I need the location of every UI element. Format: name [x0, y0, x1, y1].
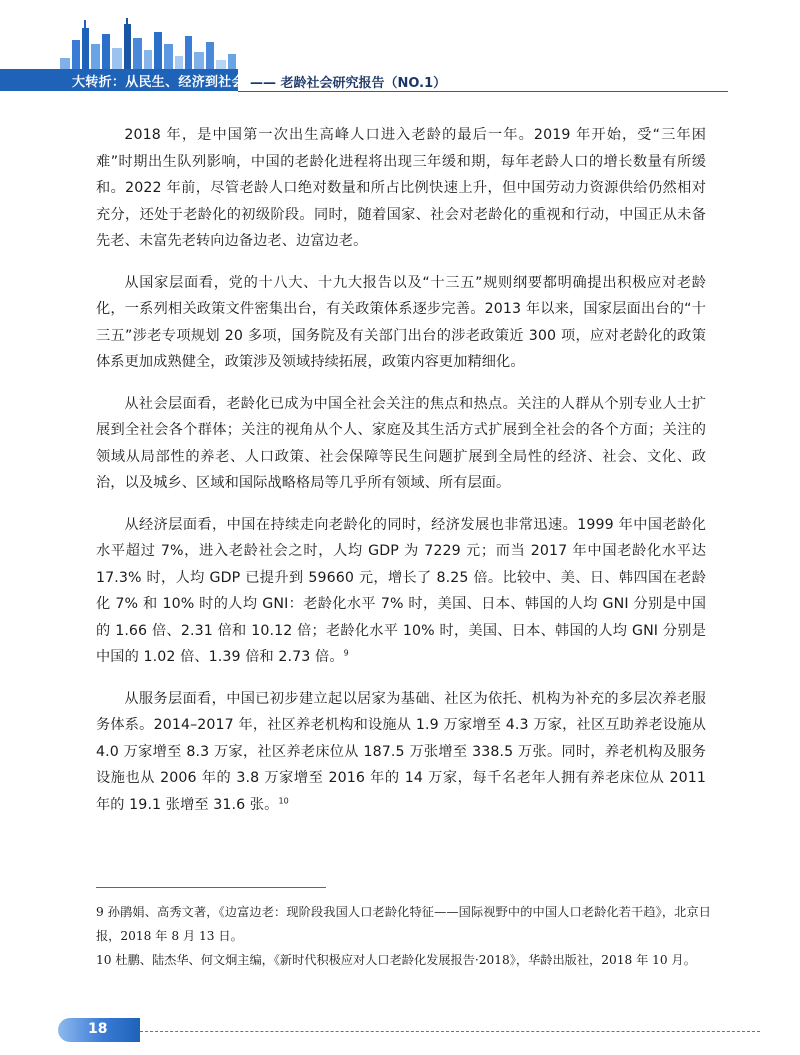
report-subtitle: —— 老龄社会研究报告（NO.1）: [250, 76, 447, 91]
book-title: 大转折：从民生、经济到社会: [72, 75, 245, 90]
page-header: [0, 0, 800, 100]
header-divider: [238, 91, 728, 92]
footnote-ref-9[interactable]: 9: [343, 648, 349, 658]
footnote-divider: [96, 887, 326, 888]
footnotes: [96, 900, 711, 972]
paragraph-3: 从社会层面看，老龄化已成为中国全社会关注的焦点和热点。关注的人群从个别专业人士扩展到全社会各个群体；关注的视角从个人、家庭及其生活方式扩展到全社会的各个方面；关注的领域从局部性的养老、人口政策、社会保障等民生问题扩展到全局性的经济、社会、文化、政治，以及城乡、区域和国际战略格局等几乎所有领域、所有层面。: [96, 395, 706, 491]
footnote-9: 9 孙鹃娟、高秀文著，《边富边老：现阶段我国人口老龄化特征——国际视野中的中国人口老龄化若干趋》，北京日报，2018 年 8 月 13 日。: [96, 905, 711, 943]
paragraph-4: 从经济层面看，中国在持续走向老龄化的同时，经济发展也非常迅速。1999 年中国老龄化水平超过 7%，进入老龄社会之时，人均 GDP 为 7229 元；而当 2017 年中国老龄化水平达 17.3% 时，人均 GDP 已提升到 59660 元，增长了 8.25 倍。比较中、美、日、韩四国在老龄化 7% 和 10% 时的人均 GNI：老龄化水平 7% 时，美国、日本、韩国的人均 GNI 分别是中国的 1.66 倍、2.31 倍和 10.12 倍；老龄化水平 10% 时，美国、日本、韩国的人均 GNI 分别是中国的 1.02 倍、1.39 倍和 2.73 倍。$^9$: [96, 516, 706, 665]
main-text: [96, 122, 706, 833]
page-number: 18: [88, 1021, 108, 1037]
footnote-ref-10[interactable]: 10: [278, 795, 289, 805]
paragraph-2: 从国家层面看，党的十八大、十九大报告以及“十三五”规则纲要都明确提出积极应对老龄化，一系列相关政策文件密集出台，有关政策体系逐步完善。2013 年以来，国家层面出台的“十三五”涉老专项规划 20 多项，国务院及有关部门出台的涉老政策近 300 项，应对老龄化的政策体系更加成熟健全，政策涉及领域持续拓展，政策内容更加精细化。: [96, 274, 706, 370]
paragraph-1: 2018 年，是中国第一次出生高峰人口进入老龄的最后一年。2019 年开始，受“三年困难”时期出生队列影响，中国的老龄化进程将出现三年缓和期，每年老龄人口的增长数量有所缓和。2022 年前，尽管老龄人口绝对数量和所占比例快速上升，但中国劳动力资源供给仍然相对充分，还处于老龄化的初级阶段。同时，随着国家、社会对老龄化的重视和行动，中国正从未备先老、未富先老转向边备边老、边富边老。: [96, 127, 706, 249]
footnote-10: 10 杜鹏、陆杰华、何文炯主编，《新时代积极应对人口老龄化发展报告·2018》，华龄出版社，2018 年 10 月。: [96, 953, 696, 967]
footer-dashed-line: [140, 1031, 760, 1032]
paragraph-5: 从服务层面看，中国已初步建立起以居家为基础、社区为依托、机构为补充的多层次养老服务体系。2014–2017 年，社区养老机构和设施从 1.9 万家增至 4.3 万家，社区互助养老设施从 4.0 万家增至 8.3 万家，社区养老床位从 187.5 万张增至 338.5 万张。同时，养老机构及服务设施也从 2006 年的 3.8 万家增至 2016 年的 14 万家，每千名老年人拥有养老床位从 2011 年的 19.1 张增至 31.6 张。$^{10}$: [96, 690, 706, 813]
